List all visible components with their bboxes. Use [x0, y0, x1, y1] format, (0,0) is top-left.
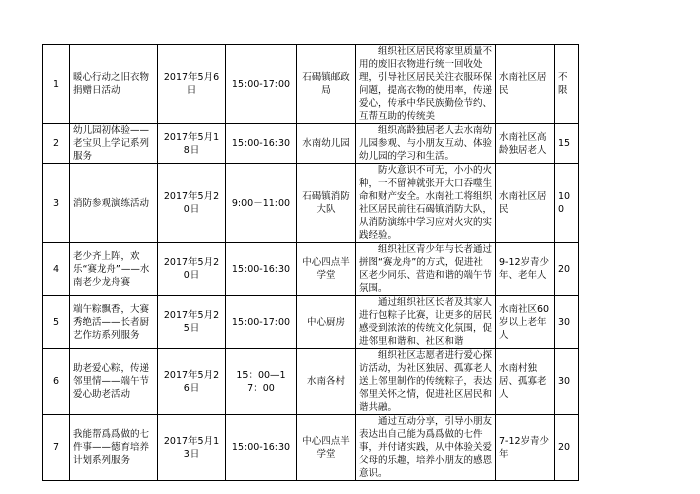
activity-date: 2017年5月26日 — [158, 349, 226, 415]
table-row — [43, 45, 579, 124]
participant-count: 30 — [555, 349, 579, 415]
activity-location: 水南幼儿园 — [297, 124, 356, 164]
activity-name: 幼儿园初体验——老宝贝上学记系列服务 — [70, 124, 158, 164]
table-row — [43, 243, 579, 296]
participant-count: 100 — [555, 164, 579, 243]
activity-name: 老少齐上阵，欢乐“赛龙舟”——水南老少龙舟赛 — [70, 243, 158, 296]
activity-name: 助老爱心粽，传递邻里情——端午节爱心助老活动 — [70, 349, 158, 415]
row-number: 6 — [43, 349, 70, 415]
activity-date: 2017年5月20日 — [158, 243, 226, 296]
activity-location: 水南各村 — [297, 349, 356, 415]
target-audience: 9-12岁青少年、老年人 — [496, 243, 555, 296]
activity-description: 组织社区青少年与长者通过拼图“赛龙舟”的方式，促进社区老少同乐、营造和谐的端午节氛围。 — [356, 243, 496, 296]
target-audience: 水南村独居、孤寡老人 — [496, 349, 555, 415]
table-row — [43, 124, 579, 164]
row-number: 5 — [43, 296, 70, 349]
table-row — [43, 296, 579, 349]
activity-location: 中心四点半学堂 — [297, 415, 356, 481]
row-number: 2 — [43, 124, 70, 164]
row-number: 4 — [43, 243, 70, 296]
target-audience: 水南社区高龄独居老人 — [496, 124, 555, 164]
table-row — [43, 164, 579, 243]
activity-time: 15:00-16:30 — [226, 415, 297, 481]
participant-count: 15 — [555, 124, 579, 164]
activity-name: 消防参观演练活动 — [70, 164, 158, 243]
participant-count: 20 — [555, 243, 579, 296]
activity-time: 15:00-16:30 — [226, 243, 297, 296]
activity-time: 15:00-17:00 — [226, 45, 297, 124]
activity-date: 2017年5月25日 — [158, 296, 226, 349]
activity-schedule-table — [42, 44, 579, 481]
activity-time: 15:00-17:00 — [226, 296, 297, 349]
activity-location: 石碣镇邮政局 — [297, 45, 356, 124]
activity-location: 中心四点半学堂 — [297, 243, 356, 296]
activity-description: 防火意识不可无，小小的火种，一不留神就张开大口吞噬生命和财产安全。水南社工将组织社区居民前往石碣镇消防大队，从消防演练中学习应对火灾的实践经验。 — [356, 164, 496, 243]
target-audience: 水南社区居民 — [496, 164, 555, 243]
activity-time: 9:00－11:00 — [226, 164, 297, 243]
target-audience: 水南社区居民 — [496, 45, 555, 124]
participant-count: 30 — [555, 296, 579, 349]
table-row — [43, 349, 579, 415]
activity-location: 中心厨房 — [297, 296, 356, 349]
activity-name: 端午粽飘香，大赛秀绝活——长者厨艺作坊系列服务 — [70, 296, 158, 349]
activity-date: 2017年5月18日 — [158, 124, 226, 164]
activity-date: 2017年5月13日 — [158, 415, 226, 481]
row-number: 1 — [43, 45, 70, 124]
row-number: 3 — [43, 164, 70, 243]
participant-count: 20 — [555, 415, 579, 481]
participant-count: 不限 — [555, 45, 579, 124]
activity-date: 2017年5月6日 — [158, 45, 226, 124]
table-body — [43, 45, 579, 481]
activity-name: 我能帮爲爲做的七件事——德育培养计划系列服务 — [70, 415, 158, 481]
activity-description: 组织社区居民将家里质量不用的废旧衣物进行统一回收处理，引导社区居民关注衣服环保问题，提高衣物的使用率，传递爱心，传承中华民族勤俭节约、互帮互助的传统美 — [356, 45, 496, 124]
target-audience: 7-12岁青少年 — [496, 415, 555, 481]
activity-location: 石碣镇消防大队 — [297, 164, 356, 243]
table-row — [43, 415, 579, 481]
activity-name: 暖心行动之旧衣物捐赠日活动 — [70, 45, 158, 124]
row-number: 7 — [43, 415, 70, 481]
activity-description: 组织社区志愿者进行爱心探访活动，为社区独居、孤寡老人送上邻里制作的传统粽子，表达邻里关怀之情，促进社区居民和谐共融。 — [356, 349, 496, 415]
activity-date: 2017年5月20日 — [158, 164, 226, 243]
activity-time: 15:00-16:30 — [226, 124, 297, 164]
activity-description: 组织高龄独居老人去水南幼儿园参观、与小朋友互动、体验幼儿园的学习和生活。 — [356, 124, 496, 164]
activity-description: 通过组织社区长者及其家人进行包粽子比赛，让更多的居民感受到浓浓的传统文化氛围，促进邻里和谐和、社区和谐 — [356, 296, 496, 349]
activity-description: 通过互动分享，引导小朋友表达出自己能为爲爲做的七件事，并付诸实践，从中体验关爱父母的乐趣，培养小朋友的感恩意识。 — [356, 415, 496, 481]
activity-time: 15：00—17：00 — [226, 349, 297, 415]
target-audience: 水南社区60岁以上老年人 — [496, 296, 555, 349]
